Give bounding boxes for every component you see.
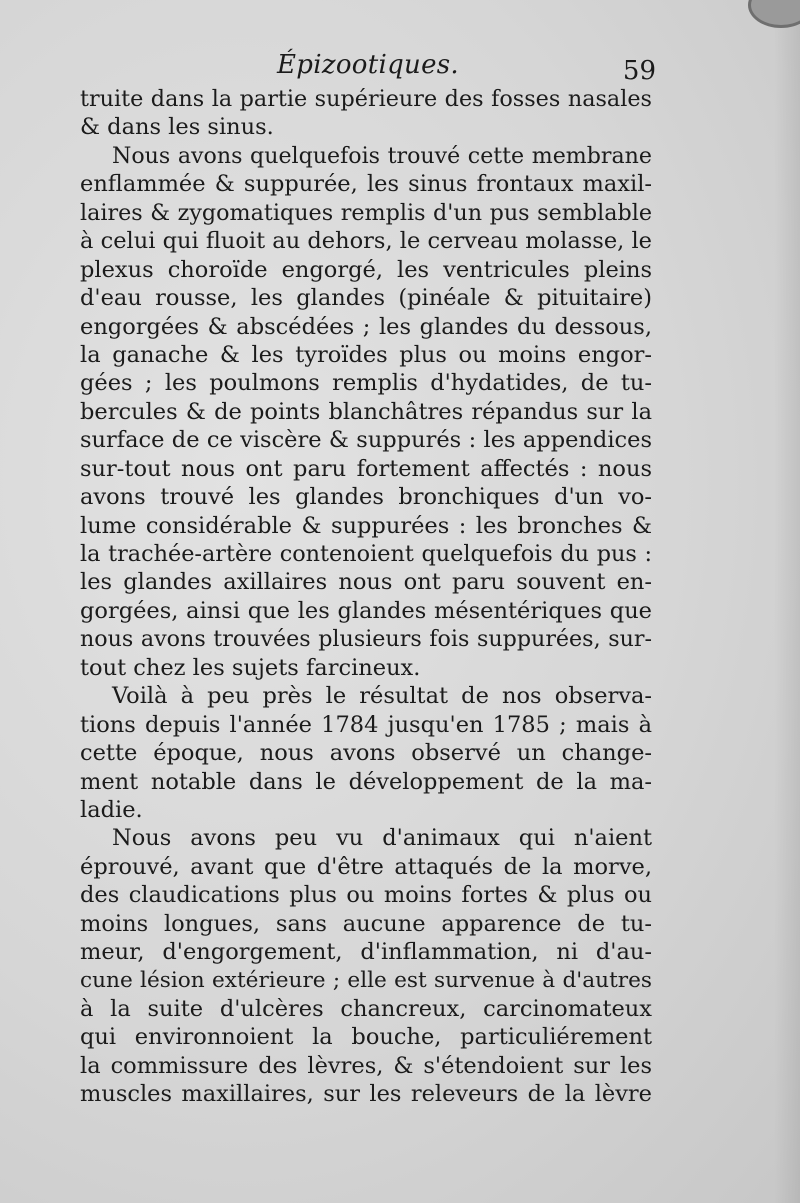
text-line: cune lésion extérieure ; elle est survenue à d'autres [80,967,652,993]
text-line: moins longues, sans aucune apparence de tu- [80,910,652,937]
page-number: 59 [622,56,656,86]
text-line: bercules & de points blanchâtres répandus sur la [80,398,652,425]
text-line: Nous avons peu vu d'animaux qui n'aient [112,825,652,852]
text-line: à la suite d'ulcères chancreux, carcinomateux [80,996,652,1022]
text-line: gorgées, ainsi que les glandes mésentériques que [80,597,652,624]
text-line: laires & zygomatiques remplis d'un pus semblable [80,199,652,226]
text-line: éprouvé, avant que d'être attaqués de la morve, [80,853,652,880]
text-line: enflammée & suppurée, les sinus frontaux maxil- [80,171,652,198]
text-line: surface de ce viscère & suppurés : les appendices [80,427,652,454]
text-line: Nous avons quelquefois trouvé cette membrane [112,142,652,169]
text-line: plexus choroïde engorgé, les ventricules pleins [80,256,652,283]
text-line: muscles maxillaires, sur les releveurs de la lèvre [80,1081,652,1108]
text-line: d'eau rousse, les glandes (pinéale & pituitaire) [80,285,652,312]
text-line: les glandes axillaires nous ont paru souvent en- [80,569,652,596]
text-line: avons trouvé les glandes bronchiques d'un vo- [80,484,652,511]
text-line: engorgées & abscédées ; les glandes du dessous, [80,313,652,340]
text-line: cette époque, nous avons observé un change- [80,740,652,767]
body-text [80,85,652,1109]
text-line: gées ; les poulmons remplis d'hydatides, de tu- [80,370,652,397]
text-line: ment notable dans le développement de la ma- [80,768,652,795]
text-line: nous avons trouvées plusieurs fois suppurées, sur- [80,626,652,653]
page-header [78,48,658,84]
running-title: Épizootiques. [277,50,459,80]
text-line: la commissure des lèvres, & s'étendoient sur les [80,1052,652,1079]
text-line: à celui qui fluoit au dehors, le cerveau molasse, le [80,228,652,255]
corner-stain [748,0,800,28]
text-line: sur-tout nous ont paru fortement affectés : nous [80,455,652,482]
text-line: Voilà à peu près le résultat de nos observa- [112,683,652,710]
text-line: ladie. [80,796,143,823]
text-line: truite dans la partie supérieure des fosses nasales [80,86,652,112]
text-line: la trachée-artère contenoient quelquefois du pus : [80,541,652,567]
text-line: la ganache & les tyroïdes plus ou moins engor- [80,341,652,368]
text-line: tout chez les sujets farcineux. [80,654,421,681]
text-line: lume considérable & suppurées : les bronches & [80,512,652,539]
text-line: tions depuis l'année 1784 jusqu'en 1785 ; mais à [80,711,652,738]
text-line: qui environnoient la bouche, particuliérement [80,1024,652,1051]
text-line: meur, d'engorgement, d'inflammation, ni d'au- [80,939,652,966]
text-line: des claudications plus ou moins fortes & plus ou [80,882,652,909]
text-line: & dans les sinus. [80,114,274,141]
page-edge-shadow [774,0,800,1203]
